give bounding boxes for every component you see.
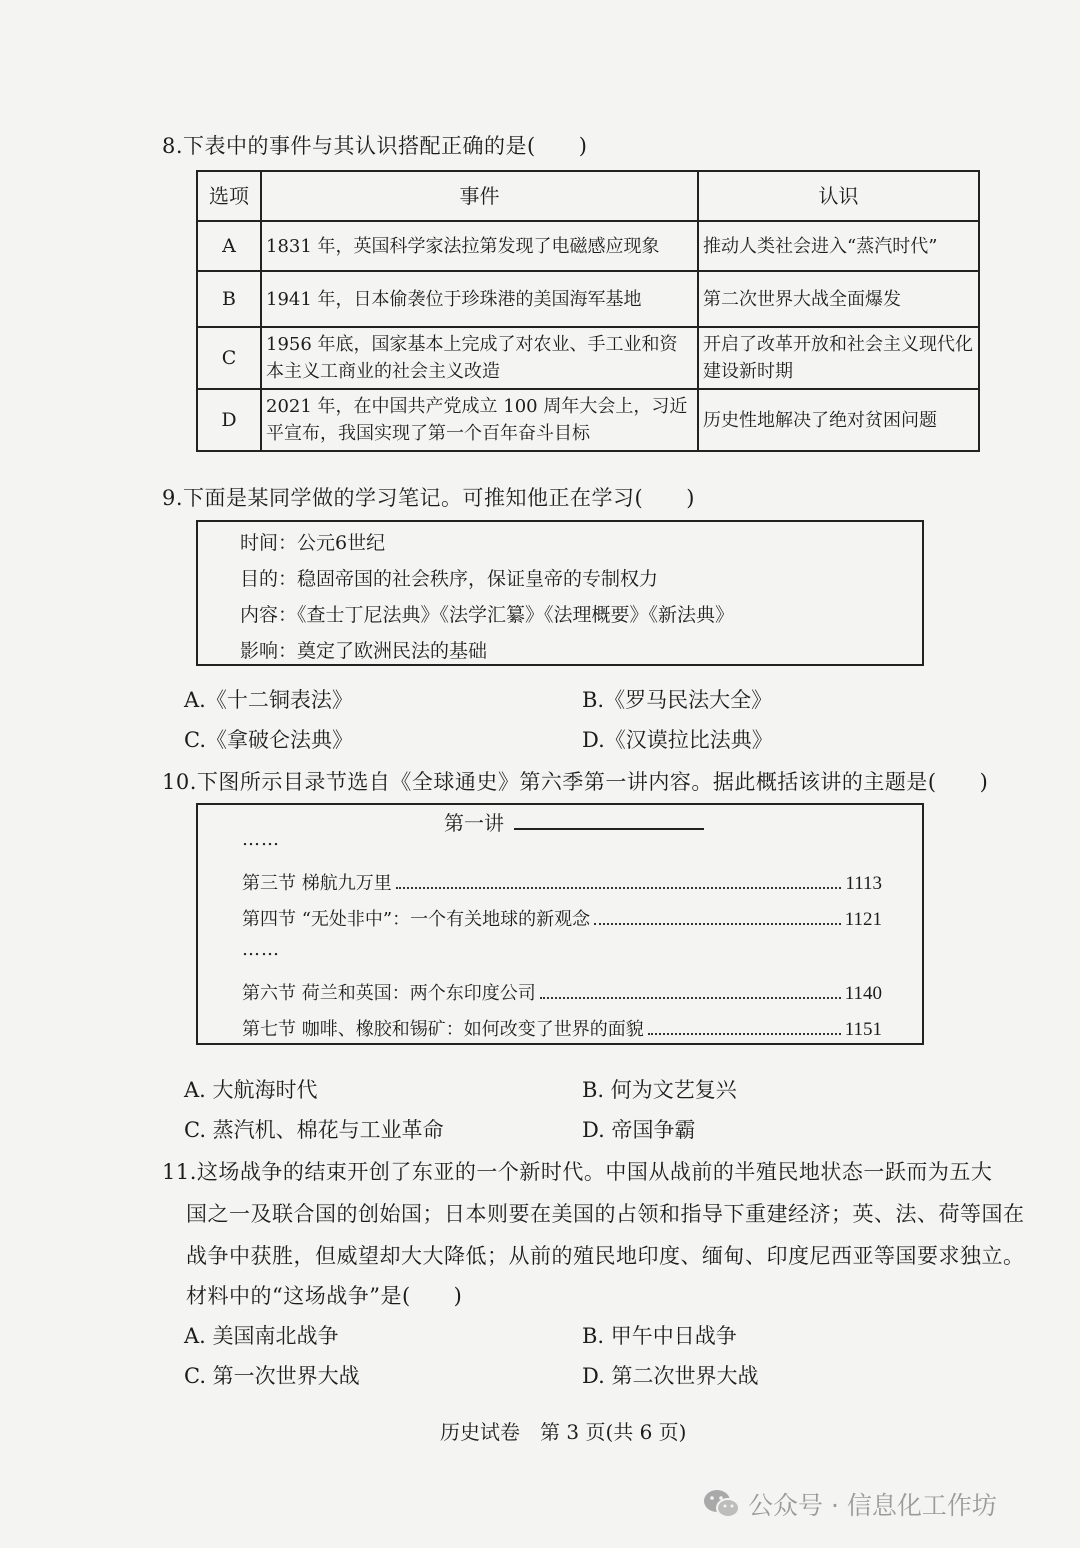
toc-title-text: 第一讲 bbox=[444, 811, 504, 835]
row-view: 历史性地解决了绝对贫困问题 bbox=[698, 389, 979, 451]
toc-entry-page: 1113 bbox=[845, 873, 882, 894]
toc-entry bbox=[242, 1015, 882, 1041]
toc-leader bbox=[648, 1033, 841, 1035]
q10-option-a[interactable]: A. 大航海时代 bbox=[184, 1078, 318, 1102]
row-view: 推动人类社会进入“蒸汽时代” bbox=[698, 221, 979, 271]
toc-entry-page: 1140 bbox=[844, 983, 882, 1004]
q10-stem: 10.下图所示目录节选自《全球通史》第六季第一讲内容。据此概括该讲的主题是( ) bbox=[162, 770, 989, 794]
note-line: 影响：奠定了欧洲民法的基础 bbox=[240, 640, 488, 662]
toc-leader bbox=[594, 923, 841, 925]
q8-header-option: 选项 bbox=[197, 171, 261, 221]
q10-option-b[interactable]: B. 何为文艺复兴 bbox=[582, 1078, 737, 1102]
toc-ellipsis: …… bbox=[242, 939, 280, 960]
q9-notes-box bbox=[196, 520, 924, 666]
q11-line: 材料中的“这场战争”是( ) bbox=[186, 1284, 463, 1308]
toc-title bbox=[444, 807, 704, 836]
q8-table bbox=[196, 170, 980, 452]
q11-option-a[interactable]: A. 美国南北战争 bbox=[184, 1324, 339, 1348]
row-event: 1831 年，英国科学家法拉第发现了电磁感应现象 bbox=[261, 221, 698, 271]
q11-line: 11.这场战争的结束开创了东亚的一个新时代。中国从战前的半殖民地状态一跃而为五大 bbox=[162, 1160, 993, 1184]
q8-stem: 8.下表中的事件与其认识搭配正确的是( ) bbox=[162, 134, 588, 158]
q9-option-b[interactable]: B.《罗马民法大全》 bbox=[582, 688, 773, 712]
toc-leader bbox=[540, 997, 841, 999]
row-view: 开启了改革开放和社会主义现代化建设新时期 bbox=[698, 327, 979, 389]
q8-header-row bbox=[197, 171, 979, 221]
toc-title-blank bbox=[514, 808, 704, 830]
watermark bbox=[702, 1486, 997, 1522]
table-row bbox=[197, 389, 979, 451]
q9-option-d[interactable]: D.《汉谟拉比法典》 bbox=[582, 728, 773, 752]
table-row bbox=[197, 327, 979, 389]
q10-toc-box bbox=[196, 803, 924, 1045]
toc-entry-page: 1121 bbox=[844, 909, 882, 930]
q11-option-b[interactable]: B. 甲午中日战争 bbox=[582, 1324, 737, 1348]
toc-entry-page: 1151 bbox=[844, 1019, 882, 1040]
q8-header-event: 事件 bbox=[261, 171, 698, 221]
toc-ellipsis: …… bbox=[242, 829, 280, 850]
row-option: C bbox=[197, 327, 261, 389]
q10-option-d[interactable]: D. 帝国争霸 bbox=[582, 1118, 696, 1142]
row-view: 第二次世界大战全面爆发 bbox=[698, 271, 979, 327]
toc-leader bbox=[396, 887, 842, 889]
toc-entry bbox=[242, 979, 882, 1005]
toc-entry-label: 第四节 “无处非中”：一个有关地球的新观念 bbox=[242, 909, 591, 930]
q11-line: 战争中获胜，但威望却大大降低；从前的殖民地印度、缅甸、印度尼西亚等国要求独立。 bbox=[186, 1244, 1025, 1268]
row-event: 1956 年底，国家基本上完成了对农业、手工业和资本主义工商业的社会主义改造 bbox=[261, 327, 698, 389]
q10-option-c[interactable]: C. 蒸汽机、棉花与工业革命 bbox=[184, 1118, 444, 1142]
toc-entry-label: 第六节 荷兰和英国：两个东印度公司 bbox=[242, 983, 536, 1004]
q9-option-c[interactable]: C.《拿破仑法典》 bbox=[184, 728, 353, 752]
toc-entry bbox=[242, 905, 882, 931]
row-event: 2021 年，在中国共产党成立 100 周年大会上，习近平宣布，我国实现了第一个百年奋斗目标 bbox=[261, 389, 698, 451]
page-footer: 历史试卷 第 3 页(共 6 页) bbox=[440, 1420, 687, 1444]
q9-option-a[interactable]: A.《十二铜表法》 bbox=[184, 688, 353, 712]
row-event: 1941 年，日本偷袭位于珍珠港的美国海军基地 bbox=[261, 271, 698, 327]
note-line: 内容：《查士丁尼法典》《法学汇纂》《法理概要》《新法典》 bbox=[240, 604, 735, 626]
q9-stem: 9.下面是某同学做的学习笔记。可推知他正在学习( ) bbox=[162, 486, 695, 510]
table-row bbox=[197, 221, 979, 271]
wechat-icon bbox=[702, 1487, 742, 1521]
q11-option-d[interactable]: D. 第二次世界大战 bbox=[582, 1364, 759, 1388]
q11-option-c[interactable]: C. 第一次世界大战 bbox=[184, 1364, 360, 1388]
toc-entry-label: 第三节 梯航九万里 bbox=[242, 873, 392, 894]
row-option: B bbox=[197, 271, 261, 327]
note-line: 时间：公元6世纪 bbox=[240, 532, 386, 554]
q11-line: 国之一及联合国的创始国；日本则要在美国的占领和指导下重建经济；英、法、荷等国在 bbox=[186, 1202, 1025, 1226]
row-option: D bbox=[197, 389, 261, 451]
note-line: 目的：稳固帝国的社会秩序，保证皇帝的专制权力 bbox=[240, 568, 659, 590]
toc-entry-label: 第七节 咖啡、橡胶和锡矿：如何改变了世界的面貌 bbox=[242, 1019, 644, 1040]
table-row bbox=[197, 271, 979, 327]
q8-header-view: 认识 bbox=[698, 171, 979, 221]
toc-entry bbox=[242, 869, 882, 895]
row-option: A bbox=[197, 221, 261, 271]
watermark-text: 公众号 · 信息化工作坊 bbox=[748, 1491, 997, 1520]
